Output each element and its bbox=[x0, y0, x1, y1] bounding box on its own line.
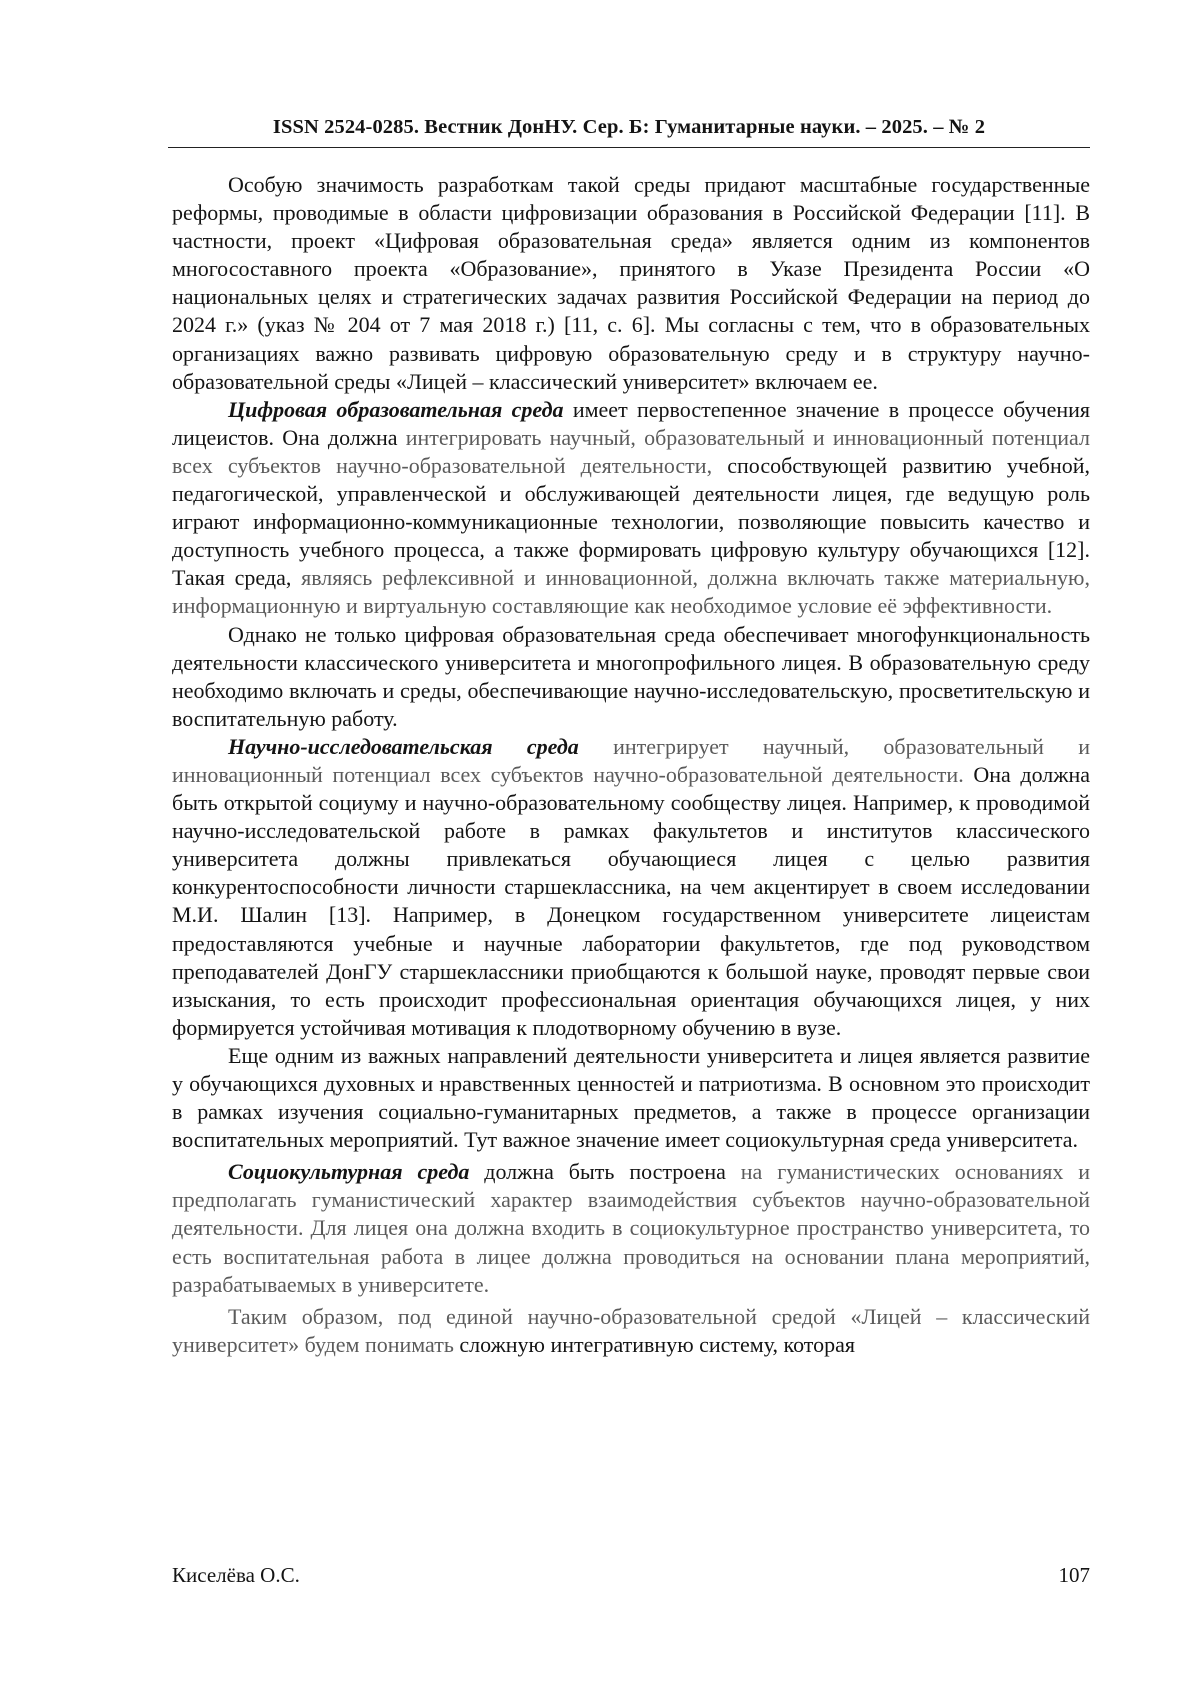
paragraph-conclusion bbox=[172, 1303, 1090, 1359]
page-number: 107 bbox=[1058, 1563, 1090, 1587]
paragraph-text: Она должна быть открытой социуму и научно-образовательному сообществу лицея. Например, к проводимой научно-исследовательской работе в рамках факультетов и институтов классического университета должны привлекаться обучающиеся лицея с целью развития конкурентоспособности личности старшеклассника, на чем акцентирует в своем исследовании М.И. Шалин [13]. Например, в Донецком государственном университете лицеистам предоставляются учебные и научные лаборатории факультетов, где под руководством преподавателей ДонГУ старшеклассники приобщаются к большой науке, проводят первые свои изыскания, то есть происходит профессиональная ориентация обучающихся лицея, у них формируется устойчивая мотивация к плодотворному обучению в вузе. bbox=[172, 761, 1090, 1040]
paragraph-research-environment bbox=[172, 733, 1090, 1042]
paragraph-text-grey: интегрирует научный, образовательный и инновационный потенциал всех субъектов научно-образовательной деятельности. bbox=[172, 733, 1090, 787]
paragraph-digital-reforms: Особую значимость разработкам такой среды придают масштабные государственные реформы, проводимые в области цифровизации образования в Российской Федерации [11]. В частности, проект «Цифровая образовательная среда» является одним из компонентов многосоставного проекта «Образование», принятого в Указе Президента России «О национальных целях и стратегических задачах развития Российской Федерации на период до 2024 г.» (указ № 204 от 7 мая 2018 г.) [11, с. 6]. Мы согласны с тем, что в образовательных организациях важно развивать цифровую образовательную среду и в структуру научно-образовательной среды «Лицей – классический университет» включаем ее. bbox=[172, 172, 1090, 394]
paragraph-values-patriotism: Еще одним из важных направлений деятельности университета и лицея является развитие у обучающихся духовных и нравственных ценностей и патриотизма. В основном это происходит в рамках изучения социально-гуманитарных предметов, а также в процессе организации воспитательных мероприятий. Тут важное значение имеет социокультурная среда университета. bbox=[172, 1042, 1090, 1153]
paragraph-other-environments: Однако не только цифровая образовательная среда обеспечивает многофункциональность деятельности классического университета и многопрофильного лицея. В образовательную среду необходимо включать и среды, обеспечивающие научно-исследовательскую, просветительскую и воспитательную работу. bbox=[172, 621, 1090, 731]
running-footer bbox=[172, 1561, 1090, 1589]
term-sociocultural-environment: Социокультурная среда bbox=[228, 1159, 470, 1185]
paragraph-text-grey: на гуманистических основаниях и предполагать гуманистический характер взаимодействия субъектов научно-образовательной деятельности. Для лицея она должна входить в социокультурное пространство университета, то есть воспитательная работа в лицее должна проводиться на основании плана мероприятий, разрабатываемых в университете. bbox=[172, 1159, 1090, 1297]
paragraph-text: способствующей развитию учебной, педагогической, управленческой и обслуживающей деятельности лицея, где ведущую роль играют информационно-коммуникационные технологии, позволяющие повысить качество и доступность учебного процесса, а также формировать цифровую культуру обучающихся [12]. Такая среда, bbox=[172, 452, 1091, 591]
paragraph-text-grey: являясь рефлексивной и инновационной, должна включать также материальную, информационную и виртуальную составляющие как необходимое условие её эффективности. bbox=[172, 565, 1090, 619]
running-header: ISSN 2524-0285. Вестник ДонНУ. Сер. Б: Гуманитарные науки. – 2025. – № 2 bbox=[168, 113, 1090, 148]
article-body bbox=[172, 171, 1090, 1359]
paragraph-text: сложную интегративную систему, которая bbox=[453, 1331, 856, 1357]
term-research-environment: Научно-исследовательская среда bbox=[228, 733, 579, 759]
paragraph-text-grey: Таким образом, под единой научно-образовательной средой «Лицей – классический университет» будем понимать bbox=[172, 1303, 1090, 1357]
paragraph-text-grey: интегрировать научный, образовательный и инновационный потенциал всех субъектов научно-образовательной деятельности, bbox=[172, 424, 1090, 478]
paragraph-text: имеет первостепенное значение в процессе обучения лицеистов. Она должна bbox=[172, 396, 1091, 450]
paragraph-digital-environment bbox=[172, 396, 1090, 621]
paragraph-sociocultural-environment bbox=[172, 1158, 1090, 1298]
term-digital-environment: Цифровая образовательная среда bbox=[228, 396, 564, 422]
footer-author: Киселёва О.С. bbox=[172, 1563, 300, 1587]
paragraph-text: должна быть построена bbox=[469, 1159, 726, 1185]
